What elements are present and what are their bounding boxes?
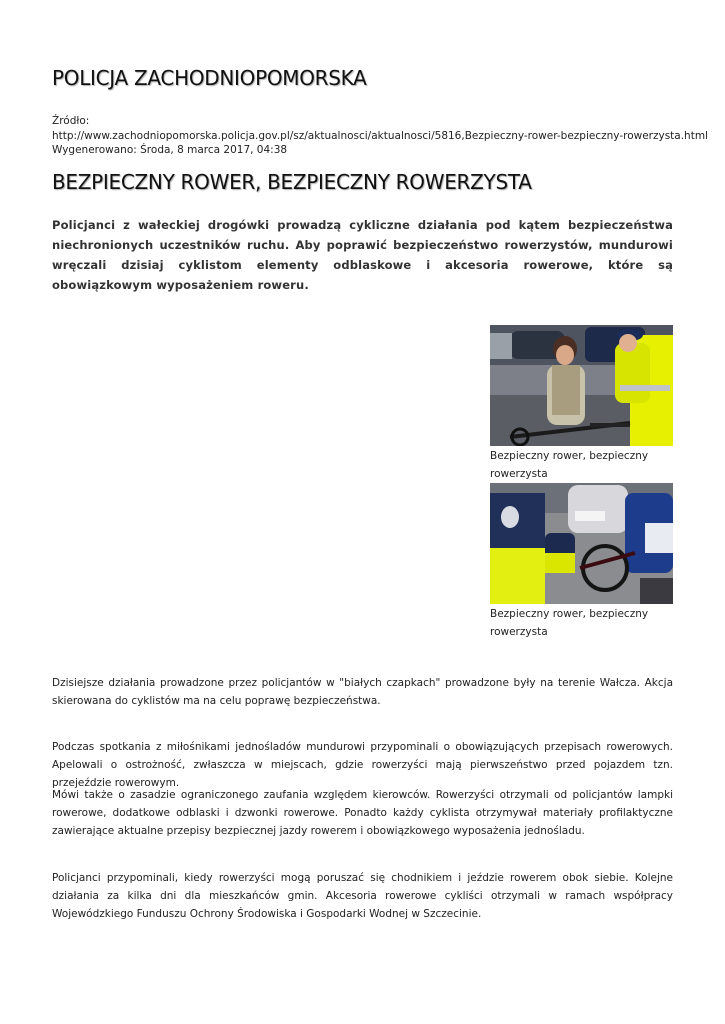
- source-label: Źródło:: [52, 115, 90, 127]
- source-meta: [52, 114, 708, 158]
- paragraph-4: Policjanci przypominali, kiedy rowerzyści mogą poruszać się chodnikiem i jeździe rowerem obok siebie. Kolejne działania za kilka dni dla mieszkańców gmin. Akcesoria rowerowe cykliści otrzymali w ramach współpracy Wojewódzkiego Funduszu Ochrony Środowiska i Gospodarki Wodnej w Szczecinie.: [52, 872, 673, 920]
- photo-police-checking-bike[interactable]: [490, 483, 673, 604]
- site-title: POLICJA ZACHODNIOPOMORSKA: [52, 66, 367, 90]
- generated-date: Wygenerowano: Środa, 8 marca 2017, 04:38: [52, 144, 288, 156]
- source-url[interactable]: http://www.zachodniopomorska.policja.gov.pl/sz/aktualnosci/aktualnosci/5816,Bezpieczny-rower-bezpieczny-rowerzysta.html: [52, 129, 708, 142]
- figure-1-caption: Bezpieczny rower, bezpieczny rowerzysta: [490, 450, 649, 480]
- paragraph-3: Mówi także o zasadzie ograniczonego zaufania względem kierowców. Rowerzyści otrzymali od policjantów lampki rowerowe, dodatkowe odblaski i dzwonki rowerowe. Ponadto każdy cyklista otrzymywał materiały profilaktyczne zawierające aktualne przepisy bezpiecznej jazdy rowerem i obowiązkowego wyposażenia jednośladu.: [52, 789, 673, 837]
- paragraph-1: Dzisiejsze działania prowadzone przez policjantów w "białych czapkach" prowadzone były na terenie Wałcza. Akcja skierowana do cyklistów ma na celu poprawę bezpieczeństwa.: [52, 677, 673, 707]
- photo-police-cyclist-woman[interactable]: [490, 325, 673, 446]
- article-lead: Policjanci z wałeckiej drogówki prowadzą cykliczne działania pod kątem bezpieczeństwa niechronionych uczestników ruchu. Aby poprawić bezpieczeństwo rowerzystów, mundurowi wręczali dzisiaj cyklistom elementy odblaskowe i akcesoria rowerowe, które są obowiązkowym wyposażeniem roweru.: [52, 218, 673, 292]
- article-title: BEZPIECZNY ROWER, BEZPIECZNY ROWERZYSTA: [52, 170, 532, 194]
- figure-2: [490, 483, 673, 641]
- figure-1: [490, 325, 673, 483]
- figure-2-caption: Bezpieczny rower, bezpieczny rowerzysta: [490, 608, 649, 638]
- paragraph-2: Podczas spotkania z miłośnikami jednośladów mundurowi przypominali o obowiązujących przepisach rowerowych. Apelowali o ostrożność, zwłaszcza w miejscach, gdzie rowerzyści mają pierwszeństwo przed pojazdem tzn. przejeździe rowerowym.: [52, 741, 673, 789]
